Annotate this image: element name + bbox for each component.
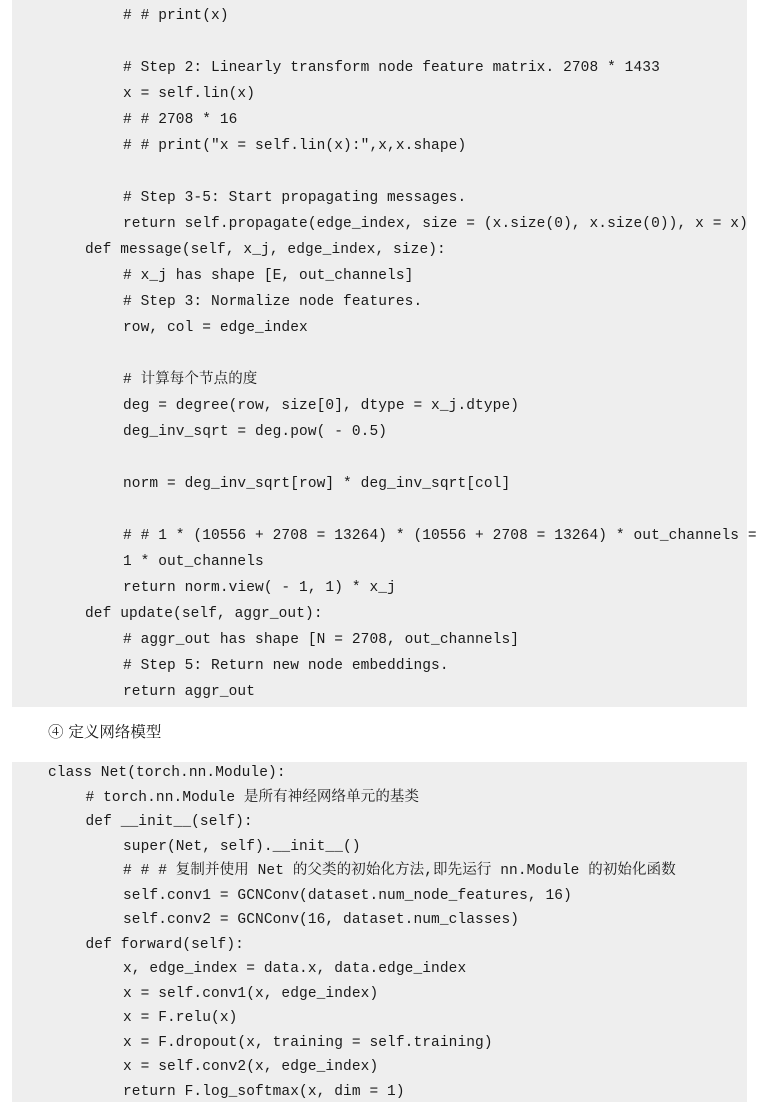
code-line: def message(self, x_j, edge_index, size): [85,242,446,258]
code-line: x = F.relu(x) [123,1010,238,1026]
code-line: # # # 复制并使用 Net 的父类的初始化方法,即先运行 nn.Module 的初始化函数 [123,863,676,879]
code-line: x = self.lin(x) [123,86,256,102]
code-line: # 计算每个节点的度 [123,372,258,388]
code-line: # Step 5: Return new node embeddings. [123,658,449,674]
code-line: # Step 2: Linearly transform node feature matrix. 2708 * 1433 [123,60,660,76]
code-line: # aggr_out has shape [N = 2708, out_channels] [123,632,520,648]
code-line: 1 * out_channels [123,554,264,570]
code-line: row, col = edge_index [123,320,308,336]
code-line: norm = deg_inv_sqrt[row] * deg_inv_sqrt[col] [123,476,511,492]
code-line: x, edge_index = data.x, data.edge_index [123,961,467,977]
section-heading: ④ 定义网络模型 [48,723,162,741]
code-line: return F.log_softmax(x, dim = 1) [123,1083,405,1100]
code-line: return self.propagate(edge_index, size = (x.size(0), x.size(0)), x = x) [123,216,748,232]
code-line: deg_inv_sqrt = deg.pow( - 0.5) [123,424,388,440]
code-line: # Step 3: Normalize node features. [123,294,423,310]
code-line: class Net(torch.nn.Module): [48,765,286,781]
code-line: x = self.conv2(x, edge_index) [123,1059,379,1075]
code-line: x = F.dropout(x, training = self.training) [123,1034,493,1051]
code-line: def __init__(self): [85,814,253,830]
code-line: x = self.conv1(x, edge_index) [123,985,379,1002]
code-block-message-passing [12,0,757,707]
code-line: self.conv1 = GCNConv(dataset.num_node_features, 16) [123,887,572,904]
code-line: # Step 3-5: Start propagating messages. [123,190,467,206]
code-line: deg = degree(row, size[0], dtype = x_j.dtype) [123,398,520,414]
code-line: def update(self, aggr_out): [85,606,323,622]
code-line: return aggr_out [123,684,256,700]
code-line: # # print("x = self.lin(x):",x,x.shape) [123,138,467,154]
code-block-net-model [12,762,747,1102]
code-line: def forward(self): [85,936,244,953]
code-line: super(Net, self).__init__() [123,838,361,855]
code-line: # # 1 * (10556 + 2708 = 13264) * (10556 + 2708 = 13264) * out_channels = [123,528,757,544]
code-line: # # 2708 * 16 [123,112,238,128]
code-line: # # print(x) [123,8,229,24]
code-line: # torch.nn.Module 是所有神经网络单元的基类 [85,789,420,806]
code-line: return norm.view( - 1, 1) * x_j [123,580,396,596]
code-line: self.conv2 = GCNConv(16, dataset.num_classes) [123,912,520,928]
code-line: # x_j has shape [E, out_channels] [123,268,414,284]
